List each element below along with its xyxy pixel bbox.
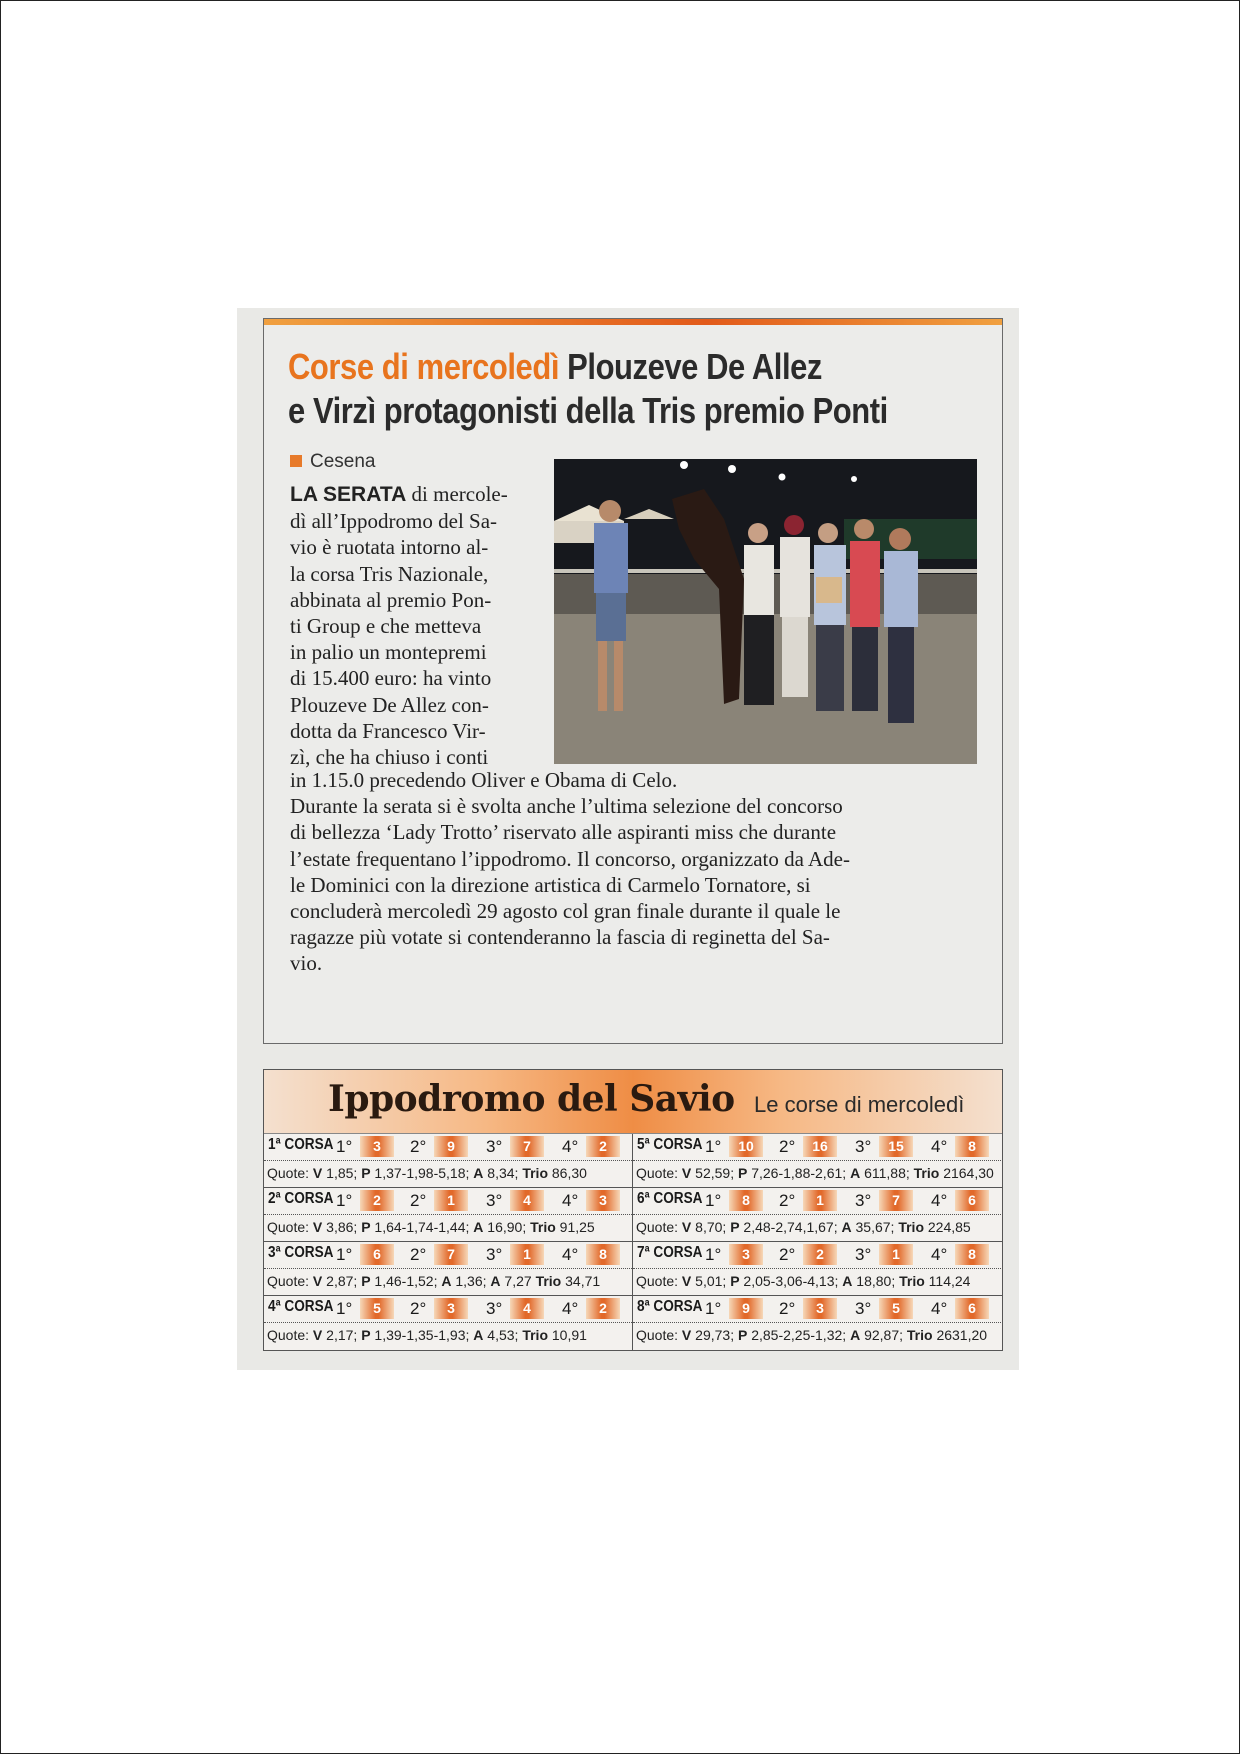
race-placings bbox=[633, 1296, 1001, 1323]
horse-number: 4 bbox=[510, 1298, 544, 1319]
race-name: 8ª CORSA bbox=[637, 1298, 703, 1315]
race-odds: Quote: V 2,17; P 1,39-1,35-1,93; A 4,53; Trio 10,91 bbox=[267, 1327, 587, 1343]
results-header bbox=[264, 1070, 1002, 1134]
article-line: di bellezza ‘Lady Trotto’ riservato alle aspiranti miss che durante bbox=[290, 820, 837, 845]
article-line: in palio un montepremi bbox=[290, 640, 487, 665]
horse-number: 6 bbox=[360, 1244, 394, 1265]
horse-number: 7 bbox=[434, 1244, 468, 1265]
row-divider bbox=[264, 1187, 1002, 1188]
article-line: vio. bbox=[290, 951, 323, 976]
article-line: le Dominici con la direzione artistica di Carmelo Tornatore, si bbox=[290, 872, 811, 897]
place-label: 3° bbox=[486, 1137, 503, 1156]
article-line: l’estate frequentano l’ippodromo. Il concorso, organizzato da Ade- bbox=[290, 846, 850, 871]
article-line: Durante la serata si è svolta anche l’ultima selezione del concorso bbox=[290, 794, 843, 819]
place-label: 4° bbox=[931, 1245, 948, 1264]
article-photo bbox=[554, 459, 977, 764]
horse-number: 9 bbox=[434, 1136, 468, 1157]
place-label: 4° bbox=[562, 1299, 579, 1318]
horse-number: 5 bbox=[360, 1298, 394, 1319]
article-line: dotta da Francesco Vir- bbox=[290, 718, 486, 743]
race-odds: Quote: V 2,87; P 1,46-1,52; A 1,36; A 7,27 Trio 34,71 bbox=[267, 1273, 601, 1289]
race-name: 1ª CORSA bbox=[268, 1136, 334, 1153]
place-label: 1° bbox=[705, 1137, 722, 1156]
newspaper-clipping bbox=[237, 308, 1019, 1370]
horse-number: 2 bbox=[803, 1244, 837, 1265]
race-placings bbox=[264, 1134, 632, 1161]
article-line: Plouzeve De Allez con- bbox=[290, 692, 489, 717]
place-label: 2° bbox=[779, 1191, 796, 1210]
race-result bbox=[264, 1296, 632, 1350]
horse-number: 8 bbox=[955, 1136, 989, 1157]
article bbox=[263, 318, 1003, 1044]
horse-number: 3 bbox=[586, 1190, 620, 1211]
race-name: 5ª CORSA bbox=[637, 1136, 703, 1153]
headline-line2: e Virzì protagonisti della Tris premio Ponti bbox=[288, 390, 888, 431]
horse-number: 1 bbox=[803, 1190, 837, 1211]
photo-illustration bbox=[554, 459, 977, 764]
horse-number: 1 bbox=[434, 1190, 468, 1211]
horse-number: 4 bbox=[510, 1190, 544, 1211]
horse-number: 15 bbox=[879, 1136, 913, 1157]
place-label: 3° bbox=[855, 1137, 872, 1156]
horse-number: 3 bbox=[729, 1244, 763, 1265]
race-result bbox=[633, 1188, 1001, 1242]
horse-number: 3 bbox=[803, 1298, 837, 1319]
place-label: 1° bbox=[336, 1245, 353, 1264]
horse-number: 7 bbox=[879, 1190, 913, 1211]
place-label: 2° bbox=[410, 1299, 427, 1318]
horse-number: 5 bbox=[879, 1298, 913, 1319]
horse-number: 16 bbox=[803, 1136, 837, 1157]
headline-line1: Plouzeve De Allez bbox=[567, 346, 822, 387]
article-accent-bar bbox=[264, 319, 1002, 325]
race-odds: Quote: V 3,86; P 1,64-1,74-1,44; A 16,90; Trio 91,25 bbox=[267, 1219, 595, 1235]
race-odds: Quote: V 8,70; P 2,48-2,74,1,67; A 35,67; Trio 224,85 bbox=[636, 1219, 971, 1235]
race-name: 6ª CORSA bbox=[637, 1190, 703, 1207]
square-bullet-icon bbox=[290, 455, 302, 467]
results-subtitle: Le corse di mercoledì bbox=[754, 1092, 965, 1117]
dateline bbox=[290, 451, 376, 473]
place-label: 1° bbox=[705, 1191, 722, 1210]
article-line: ti Group e che metteva bbox=[290, 614, 482, 639]
race-name: 3ª CORSA bbox=[268, 1244, 334, 1261]
horse-number: 7 bbox=[510, 1136, 544, 1157]
horse-number: 1 bbox=[510, 1244, 544, 1265]
place-label: 2° bbox=[410, 1137, 427, 1156]
horse-number: 10 bbox=[729, 1136, 763, 1157]
horse-number: 8 bbox=[729, 1190, 763, 1211]
race-result bbox=[264, 1134, 632, 1188]
horse-number: 1 bbox=[879, 1244, 913, 1265]
article-line: ragazze più votate si contenderanno la fascia di reginetta del Sa- bbox=[290, 925, 830, 950]
place-label: 3° bbox=[486, 1299, 503, 1318]
place-label: 1° bbox=[705, 1299, 722, 1318]
article-line: dì all’Ippodromo del Sa- bbox=[290, 509, 498, 534]
race-results-panel bbox=[263, 1069, 1003, 1351]
article-line: in 1.15.0 precedendo Oliver e Obama di Celo. bbox=[290, 768, 678, 792]
place-label: 1° bbox=[336, 1137, 353, 1156]
headline bbox=[288, 345, 976, 433]
horse-number: 2 bbox=[586, 1136, 620, 1157]
row-divider bbox=[264, 1295, 1002, 1296]
place-label: 2° bbox=[779, 1245, 796, 1264]
place-label: 3° bbox=[855, 1191, 872, 1210]
race-result bbox=[633, 1134, 1001, 1188]
article-line: zì, che ha chiuso i conti bbox=[290, 745, 489, 770]
place-label: 4° bbox=[562, 1137, 579, 1156]
horse-number: 2 bbox=[360, 1190, 394, 1211]
place-label: 1° bbox=[336, 1299, 353, 1318]
horse-number: 8 bbox=[955, 1244, 989, 1265]
race-odds: Quote: V 29,73; P 2,85-2,25-1,32; A 92,87; Trio 2631,20 bbox=[636, 1327, 988, 1343]
horse-number: 2 bbox=[586, 1298, 620, 1319]
race-odds: Quote: V 52,59; P 7,26-1,88-2,61; A 611,88; Trio 2164,30 bbox=[636, 1165, 994, 1181]
place-label: 3° bbox=[855, 1299, 872, 1318]
place-label: 4° bbox=[931, 1299, 948, 1318]
place-label: 4° bbox=[562, 1245, 579, 1264]
race-odds: Quote: V 5,01; P 2,05-3,06-4,13; A 18,80; Trio 114,24 bbox=[636, 1273, 971, 1289]
place-label: 3° bbox=[486, 1191, 503, 1210]
place-label: 4° bbox=[931, 1191, 948, 1210]
article-line: vio è ruotata intorno al- bbox=[290, 535, 489, 560]
place-label: 2° bbox=[779, 1299, 796, 1318]
horse-number: 3 bbox=[434, 1298, 468, 1319]
article-line: di 15.400 euro: ha vinto bbox=[290, 666, 492, 691]
race-result bbox=[264, 1242, 632, 1296]
article-body-wide bbox=[290, 767, 1006, 977]
race-placings bbox=[264, 1242, 632, 1269]
race-result bbox=[633, 1242, 1001, 1296]
race-result bbox=[633, 1296, 1001, 1350]
place-label: 4° bbox=[931, 1137, 948, 1156]
place-label: 3° bbox=[486, 1245, 503, 1264]
race-placings bbox=[264, 1188, 632, 1215]
horse-number: 8 bbox=[586, 1244, 620, 1265]
race-odds: Quote: V 1,85; P 1,37-1,98-5,18; A 8,34; Trio 86,30 bbox=[267, 1165, 587, 1181]
article-line: LA SERATA di mercole- bbox=[290, 482, 508, 506]
lead-in: LA SERATA bbox=[290, 483, 407, 506]
horse-number: 9 bbox=[729, 1298, 763, 1319]
row-divider bbox=[264, 1241, 1002, 1242]
article-line: la corsa Tris Nazionale, bbox=[290, 561, 489, 586]
race-placings bbox=[633, 1188, 1001, 1215]
place-label: 1° bbox=[336, 1191, 353, 1210]
race-name: 7ª CORSA bbox=[637, 1244, 703, 1261]
horse-number: 6 bbox=[955, 1190, 989, 1211]
horse-number: 6 bbox=[955, 1298, 989, 1319]
article-line: concluderà mercoledì 29 agosto col gran finale durante il quale le bbox=[290, 899, 841, 924]
race-name: 2ª CORSA bbox=[268, 1190, 334, 1207]
results-title: Ippodromo del Savio bbox=[328, 1078, 735, 1120]
location-label: Cesena bbox=[310, 451, 376, 472]
place-label: 2° bbox=[410, 1191, 427, 1210]
race-placings bbox=[633, 1242, 1001, 1269]
race-result bbox=[264, 1188, 632, 1242]
race-placings bbox=[264, 1296, 632, 1323]
place-label: 4° bbox=[562, 1191, 579, 1210]
article-body-narrow bbox=[290, 481, 548, 770]
place-label: 2° bbox=[410, 1245, 427, 1264]
race-placings bbox=[633, 1134, 1001, 1161]
headline-kicker: Corse di mercoledì bbox=[288, 346, 559, 387]
article-line: abbinata al premio Pon- bbox=[290, 587, 492, 612]
horse-number: 3 bbox=[360, 1136, 394, 1157]
place-label: 1° bbox=[705, 1245, 722, 1264]
place-label: 2° bbox=[779, 1137, 796, 1156]
place-label: 3° bbox=[855, 1245, 872, 1264]
race-name: 4ª CORSA bbox=[268, 1298, 334, 1315]
